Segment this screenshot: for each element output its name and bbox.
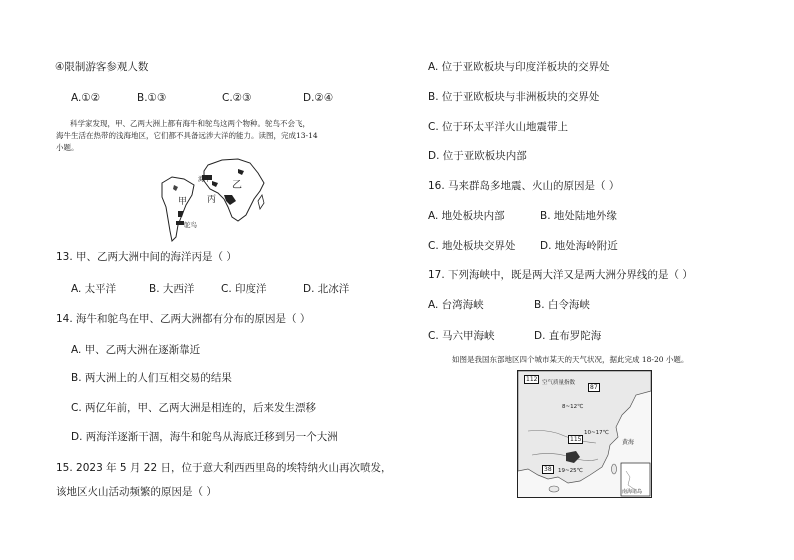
q16-option-a[interactable]: A. 地处板块内部: [428, 210, 505, 222]
weather-map: [517, 370, 652, 498]
label-yi: 乙: [232, 180, 242, 191]
q15-option-b[interactable]: B. 位于亚欧板块与非洲板块的交界处: [428, 91, 600, 103]
q13-option-c[interactable]: C. 印度洋: [221, 283, 267, 295]
q14-option-a[interactable]: A. 甲、乙两大洲在逐渐靠近: [71, 344, 201, 356]
q17-option-a[interactable]: A. 台湾海峡: [428, 299, 484, 311]
q12-option-a[interactable]: A.①②: [71, 92, 101, 104]
q14-option-b[interactable]: B. 两大洲上的人们互相交易的结果: [71, 372, 232, 384]
q13-option-d[interactable]: D. 北冰洋: [303, 283, 350, 295]
q15-option-a[interactable]: A. 位于亚欧板块与印度洋板块的交界处: [428, 61, 610, 73]
question-15-line-2: 该地区火山活动频繁的原因是（ ）: [56, 486, 217, 498]
label-tuoniao: 鸵鸟: [184, 221, 197, 229]
passage-line-2: 海牛生活在热带的浅海地区，它们都不具备远涉大洋的能力。读图，完成13-14: [56, 131, 318, 140]
continents-map: [158, 155, 268, 245]
q13-option-b[interactable]: B. 大西洋: [149, 283, 195, 295]
q16-option-b[interactable]: B. 地处陆地外缘: [540, 210, 617, 222]
q12-option-d[interactable]: D.②④: [303, 92, 334, 104]
q17-option-c[interactable]: C. 马六甲海峡: [428, 330, 495, 342]
aqi-box-3: 115: [570, 436, 582, 443]
q12-option-b[interactable]: B.①③: [137, 92, 167, 104]
q14-option-c[interactable]: C. 两亿年前，甲、乙两大洲是相连的，后来发生漂移: [71, 402, 317, 414]
question-16: 16. 马来群岛多地震、火山的原因是（ ）: [428, 180, 620, 192]
inset-label: 南海诸岛: [622, 489, 643, 495]
weather-intro: 如图是我国东部地区四个城市某天的天气状况，据此完成 18-20 小题。: [452, 355, 689, 364]
q12-item-4: ④限制游客参观人数: [55, 61, 149, 73]
q17-option-b[interactable]: B. 白令海峡: [534, 299, 590, 311]
aqi-box-2: 87: [590, 384, 598, 391]
aqi-legend-title: 空气质量指数: [542, 380, 576, 386]
question-17: 17. 下列海峡中，既是两大洋又是两大洲分界线的是（ ）: [428, 269, 693, 281]
sea-label: 黄海: [622, 439, 635, 446]
temp-2: 10~17℃: [584, 430, 609, 436]
passage-line-3: 小题。: [56, 143, 79, 152]
question-13: 13. 甲、乙两大洲中间的海洋丙是（ ）: [56, 251, 237, 263]
label-hainiu: 海牛: [198, 175, 211, 183]
passage-line-1: 科学家发现，甲、乙两大洲上都有海牛和鸵鸟这两个物种。鸵鸟不会飞，: [70, 119, 310, 128]
question-15-line-1: 15. 2023 年 5 月 22 日，位于意大利西西里岛的埃特纳火山再次喷发，: [56, 462, 392, 474]
q14-option-d[interactable]: D. 两海洋逐渐干涸，海牛和鸵鸟从海底迁移到另一个大洲: [71, 431, 338, 443]
q16-option-c[interactable]: C. 地处板块交界处: [428, 240, 516, 252]
label-jia: 甲: [178, 197, 188, 207]
q12-option-c[interactable]: C.②③: [222, 92, 252, 104]
q16-option-d[interactable]: D. 地处海岭附近: [540, 240, 618, 252]
q13-option-a[interactable]: A. 太平洋: [71, 283, 117, 295]
aqi-box-4: 38: [544, 466, 552, 473]
label-bing: 丙: [207, 195, 217, 205]
temp-3: 19~25℃: [558, 468, 583, 474]
question-14: 14. 海牛和鸵鸟在甲、乙两大洲都有分布的原因是（ ）: [56, 313, 311, 325]
aqi-box-1: 112: [526, 376, 538, 383]
q15-option-c[interactable]: C. 位于环太平洋火山地震带上: [428, 121, 569, 133]
temp-1: 8~12℃: [562, 404, 584, 410]
q15-option-d[interactable]: D. 位于亚欧板块内部: [428, 150, 527, 162]
q17-option-d[interactable]: D. 直布罗陀海: [534, 330, 602, 342]
